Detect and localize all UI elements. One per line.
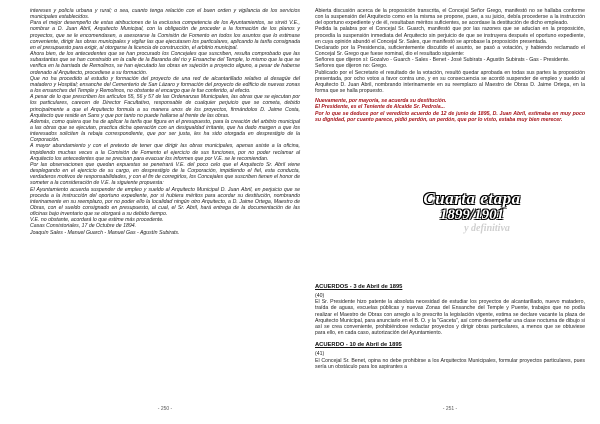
left-paragraph: A pesar de lo que prescriben los artículos 55, 56 y 57 de las Ordenanzas Municipales, las obras que se ejecutan por los particulares, carecen de Director Facultativo, responsable de cualquier perjuicio que se cometa, debido principalmente a que el Arquitecto formula a su manera unos de los proyectos, firmándolos D. Jaime Costa, Arquitecto que reside en Sans y que por tanto no puede hallarse al frente de las obras.: [30, 94, 300, 119]
left-page: [30, 8, 300, 412]
red-note: El Presidente, es el Teniente de Alcalde Sr. Pedrola...: [315, 104, 445, 111]
left-paragraph: intereses y policía urbana y rural; o sea, cuanto tenga relación con el buen orden y vigilancia de los servicios municipales establecidos.: [30, 8, 300, 21]
left-paragraph: Casas Consistoriales, 17 de Octubre de 1894.: [30, 223, 137, 230]
right-paragraph: Declarado por la Presidencia, suficientemente discutido el asunto, se pasó a votación, y habiendo reclamado el Concejal Sr. Grego que fuese nominal, dio el resultado siguiente:: [315, 44, 585, 58]
red-note: Por lo que se deduce por el veredicto acuerdo de 12 de junio de 1895, D. Juan Abril, estimaba en muy poco su dignidad, por cuanto parece, pidió perdón, un perdón, que por lo visto, estaba muy bien merecer.: [315, 110, 585, 123]
stage-subtitle: y definitiva: [464, 223, 510, 234]
left-paragraph: V.E. no obstante, acordará lo que estime más procedente.: [30, 217, 164, 224]
stage-years: 1899/1901: [439, 207, 505, 223]
left-paragraph: Ahora bien, de los antecedentes que se han procurado los Concejales que suscriben, resulta comprobado que las subastantas que se han construido en la calle de la Baranda del rio y Ensanche del Temple, lo mismo que la que se verifica en la barriada de Remolinos, se han ejecutado las obras en sujeción a proyecto alguno, a pesar de haberse ordenado al Arquitecto, procediese a su formación.: [30, 51, 300, 76]
left-paragraph: A mayor abundamiento y con el pretexto de tener que dirigir las obras municipales, apenas asiste a la oficina, impidiendo muchas veces a la Comisión de Fomento el ejercicio de sus funciones, por no poder reclamar al Arquitecto los antecedentes que se precisan para evacuar los informes que por V.E. se le recomiendan.: [30, 143, 300, 162]
acuerdo-heading: ACUERDO - 10 de Abril de 1895: [315, 342, 402, 349]
right-page: [315, 8, 585, 412]
left-paragraph: Por las observaciones que quedan expuestas se penetrará V.E. del poco celo que el Arquitecto Sr. Abril viene desplegando en el ejercicio de su cargo, en desprestigio de la Corporación, impidiendo el fiel, esta conducta, verdaderos motivos de responsabilidades, y con el fin de corregirlos, los Concejales que suscriben tienen el honor de someter a la consideración de V.E. la siguiente propuesta:: [30, 161, 300, 187]
left-paragraph: Para el mejor desempeño de estas atribuciones de la exclusiva competencia de los Ayuntamientos, se sirvió V.E., nombrar a D. Juan Abril, Arquitecto Municipal, con la obligación de proceder a la formación de los planos y proyectos, que se le encomendasen, a asesorarse la Comisión de Fomento en todos los asuntos que lo estimase conveniente, dirigir las obras municipales y vigilar las que ejecutasen los particulares, aplicando la tarifa consignada en el presupuesto para exigir, al otorgarse la licencia de construcción, el arbitrio municipal.: [30, 20, 300, 51]
stage-spacer: [315, 123, 585, 173]
page-number-left: - 250 -: [157, 405, 173, 412]
left-paragraph: Que no ha procedido al estudio y formación del proyecto de una red de alcantarillado relativo al desagüe del matadero y Hospital; ensanche del Cementerio de San Lázaro y formación del proyecto de edificio de nuevas zonas a los ensanches del Temple y Remolinos, no obstante el encargo que le fue conferido, al efecto.: [30, 75, 300, 95]
left-paragraph: Además, como quiera que ha de aplicar la tarifa que figura en el presupuesto, para la creación del arbitrio municipal a las obras que se ejecutan, practica dicha operación con un desigualdad irritante, que ha dado margen a que los interesados soliciten la rebaja correspondiente, que por ser justa, les ha sido otorgada en desprestigio de la Corporación.: [30, 118, 300, 144]
stage-title: Cuarta etapa: [423, 189, 521, 208]
right-paragraph: Pedida la palabra por el Concejal Sr. Guarch, manifestó que por las razones que se aducían en la proposición, procedía la suspensión inmediata del Arquitecto sin perjuicio de que se instruyera después el oportuno expediente, en cuya opinión abundó el Concejal Sr. Sales, que manifestó se aprobase la proposición presentada.: [315, 26, 585, 45]
left-paragraph: Joaquín Sales - Manuel Guarch - Manuel Gas - Agustín Subirats.: [30, 229, 180, 236]
acuerdo-number: (40): [315, 293, 325, 300]
page-number-right: - 251 -: [442, 405, 458, 412]
acuerdo-heading: ACUERDOS - 3 de Abril de 1895: [315, 284, 403, 290]
right-paragraph: Publicado por el Secretario el resultado de la votación, resultó quedar aprobada en todas sus partes la proposición presentada, por ocho votos a favor contra uno, y en su consecuencia se acordó suspender de empleo y sueldo al Arquitecto D. Juan Abril, nombrando interinamente en su reemplazo al Maestro de Obras D. Jaime Ortega, en la forma que se halla propuesto.: [315, 69, 585, 95]
red-note: Nuevamente, por mayoría, se acuerda su destitución.: [315, 98, 447, 105]
acuerdo-text: El Sr. Presidente hizo patente la absoluta necesidad de estudiar los proyectos de alcantarillado, nuevo matadero, traída de aguas, escuelas públicas y nuevas Zonas del Ensanche del Temple y Puente, trabajos que no podía realizar el Maestro de Obras con arreglo a lo prescrito la legislación vigente, estima se declare vacante la plaza de Arquitecto Municipal, para anunciarlo en el B. O. y la "Gaceta", así como desempeñar una clase nocturna de dibujo si así se crea conveniente, prohibiéndose redactar proyectos y dirigir obras particulares, a menos que se obtuviese para ello, en cada caso, autorización del Ayuntamiento.: [315, 299, 585, 337]
acuerdos-block: [315, 278, 585, 370]
right-paragraph: Abierta discusión acerca de la proposición transcrita, el Concejal Señor Grego, manifestó no se hallaba conforme con la suspensión del Arquitecto como en la misma se propone, pues, a su juicio, debía procederse a la instrucción del oportuno expediente y de él, resultaban méritos suficientes, se acordase la destitución de dicho empleado.: [315, 8, 585, 27]
right-paragraph: Señores que dijeron no: Grego.: [315, 63, 388, 70]
acuerdo-number: (41): [315, 351, 325, 358]
left-paragraph: El Ayuntamiento acuerda suspender de empleo y sueldo al Arquitecto Municipal D. Juan Abril, en perjuicio que se proceda a la instrucción del oportuno expediente, por si hubiera méritos para acordar su destitución, nombrando interinamente en su reemplazo, por no poder ello la localidad ningún otro Arquitecto, a D. Jaime Ortega, Maestro de Obras, con el sueldo consignado en presupuesto, al cual, el Sr. Abril, hará entrega de la documentación de las oficinas bajo inventario que se otorgará a su debido tiempo.: [30, 186, 300, 218]
acuerdo-text: El Concejal Sr. Benet, opina no debe prohibirse a los Arquitectos Municipales, formular proyectos particulares, pues sería un obstáculo para los aspirantes a: [315, 357, 585, 370]
stage-heading: [407, 190, 537, 235]
right-paragraph: Señores que dijeron sí: Gozalvo - Guarch - Sales - Benet - José Subirats - Agustín Subirats - Gas - Presidente.: [315, 57, 570, 64]
